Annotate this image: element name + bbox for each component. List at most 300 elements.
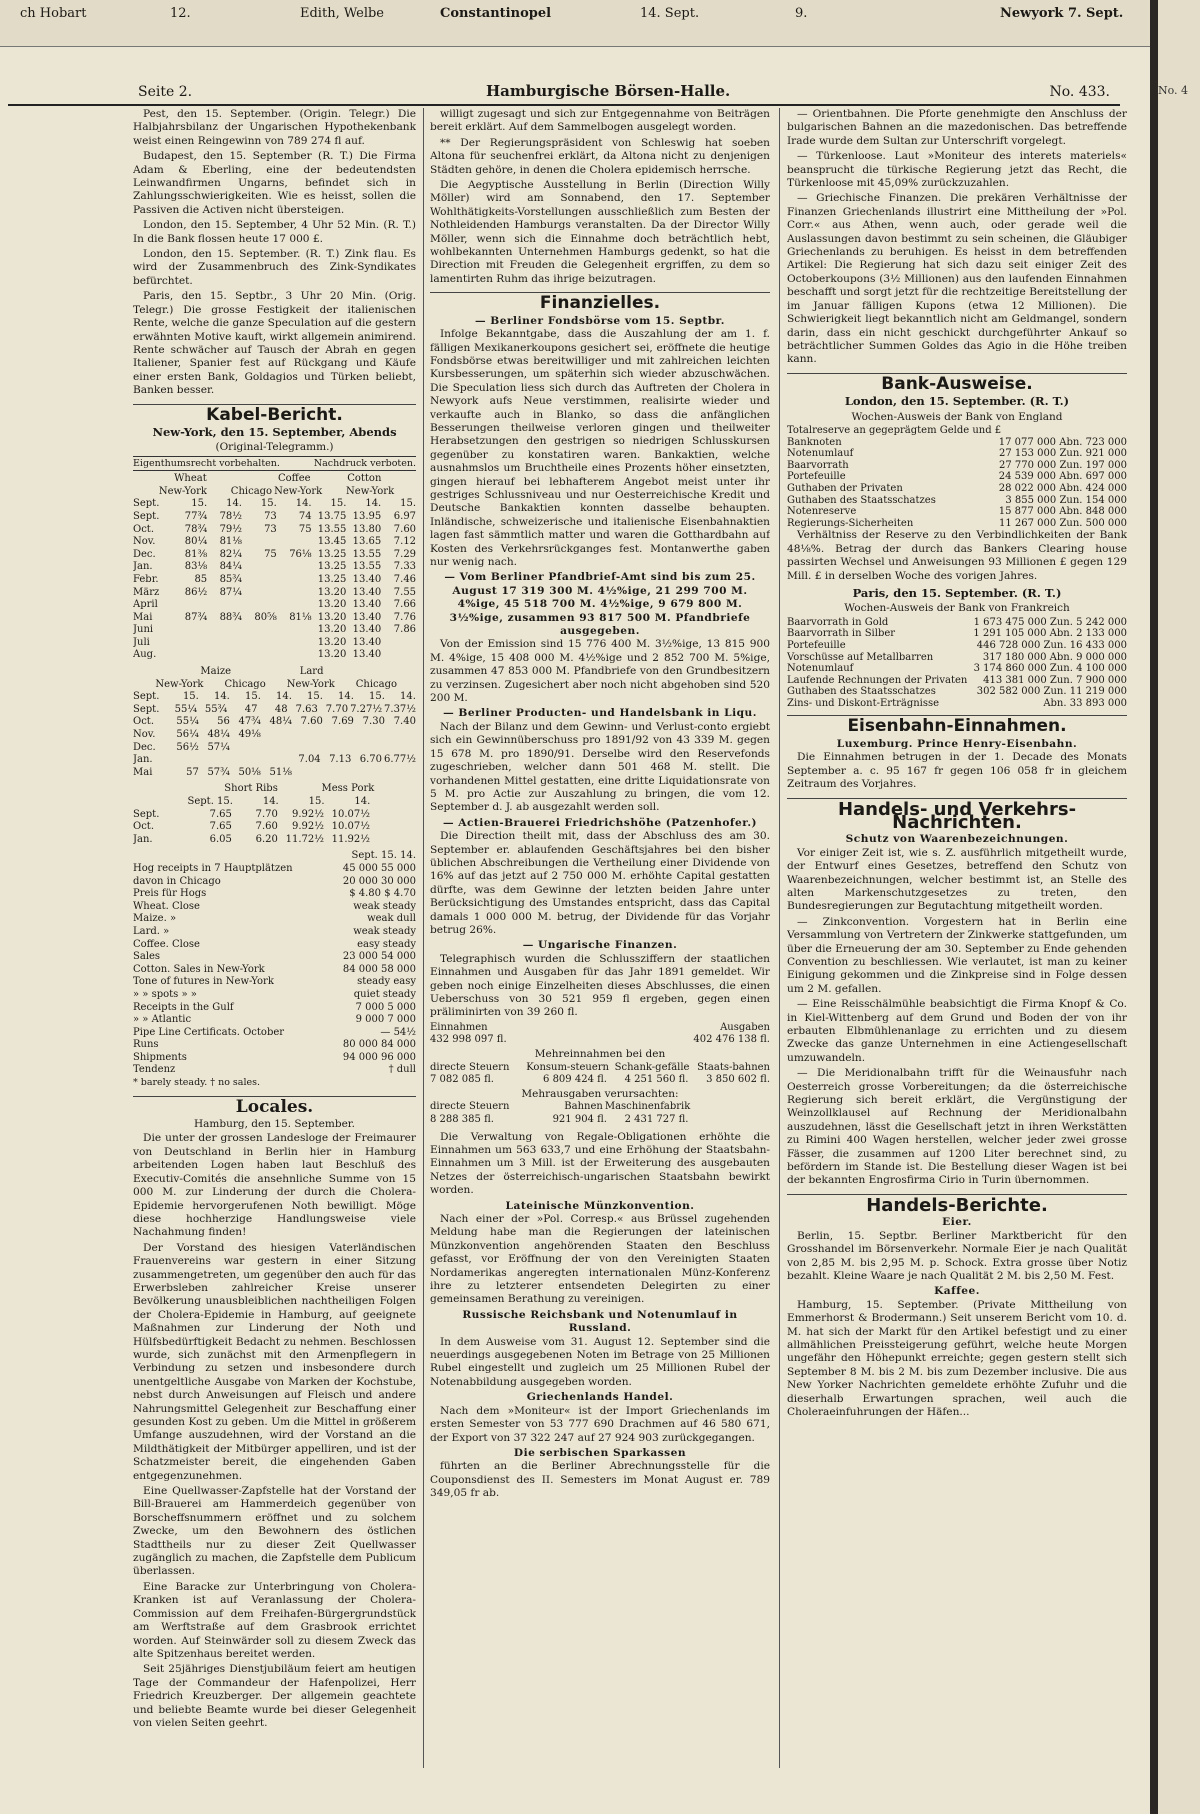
cell: Konsum-steuern [526, 1061, 609, 1073]
cell: 56 [217, 716, 230, 728]
table-row [133, 1039, 416, 1052]
header-maize: Maize [200, 666, 232, 678]
cell [244, 599, 277, 612]
table-row [787, 663, 1127, 675]
subheading: — Actien-Brauerei Friedrichshöhe (Patzenhofer.) [442, 816, 758, 829]
cell: 80¼ [184, 536, 208, 548]
label: Maize. » [133, 913, 177, 925]
cell: 7.86 [393, 624, 416, 636]
table-row [133, 989, 416, 1002]
cell [244, 637, 277, 650]
value: 24 539 000 Abn. 697 000 [998, 471, 1127, 483]
article-paragraph: — Orientbahnen. Die Pforte genehmigte den Anschluss der bulgarischen Bahnen an die mazedonischen. Das betreffende Irade wurde dem Sultan zur Unterschrift vorgelegt. [787, 108, 1127, 147]
article-paragraph: Die Direction theilt mit, dass der Abschluss des am 30. September er. ablaufenden Geschäftsjahres bei den bisher üblichen Abschreibungen die Vertheilung einer Dividende von 16% auf das jetzt auf 2 750 000 M. erhöhte Capital gestatten dürfte, was dem Gewinne der letzten beiden Jahre unter Berücksichtigung des Umstandes entspricht, dass das Capital damals 1 000 000 M. betrug, der Dividende für das Vorjahr betrug 26%. [430, 830, 770, 936]
value: 302 582 000 Zun. 11 219 000 [976, 686, 1127, 698]
cell: 11.92½ [331, 833, 370, 845]
cell: 7.33 [393, 561, 416, 573]
cell: 80⅝ [254, 611, 277, 623]
header-lard: Lard [299, 666, 324, 678]
cell: 47 [244, 703, 258, 715]
cell: Ausgaben [720, 1021, 770, 1033]
article-paragraph: führten an die Berliner Abrechnungsstelle für die Couponsdienst des II. Semesters im Monat August er. 789 349,05 fr ab. [430, 1460, 770, 1500]
table-row [133, 742, 416, 755]
article-paragraph: — Eine Reisschälmühle beabsichtigt die Firma Knopf & Co. in Kiel-Wittenberg auf dem Grund und Boden der von ihr erbauten Elbmühlenanlage zu errichten und zu diesem Zwecke das ganze Unternehmen in eine Actiengesellschaft umzuwandeln. [787, 998, 1127, 1064]
cell: 50⅛ [238, 766, 261, 778]
table-row [133, 876, 416, 889]
value: 3 855 000 Zun. 154 000 [1005, 494, 1127, 506]
telegram-paris: Paris, den 15. Septbr., 3 Uhr 20 Min. (Orig. Telegr.) Die grosse Festigkeit der italienischen Rente, welche die ganze Speculation auf die gestern erwähnten Motive kauft, wirkt allgemein animirend. Rente schwächer auf Tausch der Abrah en gegen Italiener, Spanier fest auf Rückgang und Käufe einer ersten Bank, Goldagios und Türken beliebt, Banken besser. [133, 290, 416, 397]
cell: 13.65 [352, 536, 382, 548]
article-paragraph: Verhältniss der Reserve zu den Verbindlichkeiten der Bank 48⅛%. Betrag der durch das Bankers Clearing house passirten Wechsel und Anweisungen 93 Millionen £ gegen 129 Mill. £ in derselben Woche des vorigen Jahres. [787, 529, 1127, 582]
table-row [133, 691, 416, 704]
cell [387, 729, 416, 742]
cell [279, 624, 312, 637]
cell: 14. [275, 691, 292, 703]
cell: 921 904 fl. [552, 1113, 607, 1125]
cell: 13.40 [352, 624, 382, 636]
cell: 13.20 [317, 624, 347, 636]
cell: 14. [213, 691, 230, 703]
cell [294, 729, 323, 742]
cell [279, 536, 312, 549]
cell: directe Steuern [430, 1101, 510, 1113]
cell: Juni [133, 624, 154, 636]
table-row [787, 425, 1127, 437]
label: Notenumlauf [787, 663, 854, 675]
table-row [430, 1074, 770, 1087]
header-cotton: Cotton [347, 473, 382, 485]
cell: 8 288 385 fl. [430, 1113, 494, 1125]
cell: 13.20 [317, 611, 347, 623]
table-row [787, 518, 1127, 530]
cell: 13.55 [352, 548, 382, 560]
cell: 13.40 [352, 599, 382, 611]
label: Notenumlauf [787, 448, 854, 460]
value: 446 728 000 Zun. 16 433 000 [976, 639, 1127, 651]
cell: 7 082 085 fl. [430, 1074, 494, 1086]
cell [263, 729, 292, 742]
cell [325, 742, 354, 755]
table-row [133, 599, 416, 612]
label: Hog receipts in 7 Hauptplätzen [133, 862, 293, 874]
cell [200, 754, 229, 767]
cell: 84¼ [219, 561, 242, 573]
label: Notenreserve [787, 506, 857, 518]
strip-text-4: Constantinopel [440, 6, 552, 21]
label: Baarvorrath in Silber [787, 628, 896, 640]
table-row [787, 448, 1127, 460]
cell: 7.46 [393, 573, 416, 585]
kabel-bericht-heading: Kabel-Bericht. [133, 404, 416, 422]
cell: 14. [365, 498, 382, 510]
column-2 [430, 108, 770, 1768]
table-row [133, 1002, 416, 1015]
value: 3 174 860 000 Zun. 4 100 000 [973, 663, 1127, 675]
subheading: — Berliner Fondsbörse vom 15. Septbr. [475, 314, 725, 327]
article-paragraph: Nach dem »Moniteur« ist der Import Griechenlands im ersten Semester von 53 777 690 Drachmen auf 46 580 671, der Export von 37 322 247 auf 27 924 903 zurückgegangen. [430, 1404, 770, 1444]
value: 80 000 84 000 [342, 1039, 416, 1051]
cell: 13.75 [317, 510, 347, 522]
cell: 6.97 [393, 510, 416, 522]
table-row [787, 698, 1127, 710]
table-row [133, 498, 416, 511]
kabel-source: (Original-Telegramm.) [215, 441, 334, 454]
cell [294, 767, 323, 780]
cell [244, 561, 277, 574]
label: Preis für Hogs [133, 888, 207, 900]
cell: 4 251 560 fl. [624, 1074, 689, 1086]
bank-subtitle-paris: Wochen-Ausweis der Bank von Frankreich [844, 602, 1070, 615]
cell: Sept. [133, 691, 160, 703]
cell: 77¾ [184, 510, 208, 522]
article-paragraph: — Griechische Finanzen. Die prekären Verhältnisse der Finanzen Griechenlands illustrirt eine Mittheilung der »Pol. Corr.« aus Athen, wenn auch, oder gerade weil die Auslassungen davon bestimmt zu sein scheinen, die Gläubiger Griechenlands zu beruhigen. Es heisst in dem betreffenden Artikel: Die Regierung hat sich dazu seit einiger Zeit des Octoberkoupons (3½ Millionen) aus den laufenden Einnahmen beschafft und sorgt jetzt für die rechtzeitige Bereitstellung der im Januar fälligen Kupons (etwa 12 Millionen). Die Schwierigkeit liegt bekanntlich nicht am Geldmangel, sondern darin, dass ein nicht geschickt durchgeführter Ankauf so beträchtlicher Summen Goldes das Agio in die Höhe treiben kann. [787, 192, 1127, 366]
cell: 9.92½ [291, 808, 324, 820]
cell [279, 637, 312, 650]
cell: 83⅛ [184, 561, 208, 573]
value: Sept. 15. 14. [351, 850, 416, 862]
table-row [133, 821, 416, 834]
cell: 7.12 [393, 536, 416, 548]
strip-text-5: 14. Sept. [640, 6, 700, 21]
table-header-row [133, 783, 416, 796]
cell: 48¼ [207, 729, 230, 741]
label: Portefeuille [787, 471, 846, 483]
cell: 81⅛ [219, 536, 242, 548]
eisenbahn-heading: Eisenbahn-Einnahmen. [787, 715, 1127, 733]
article-paragraph: Die Verwaltung von Regale-Obligationen erhöhte die Einnahmen um 563 633,7 und eine Erhöhung der Staatsbahn-Einnahmen um 3 Mill. ist der Erweiterung des ausgebauten Netzes der österreichisch-ungarischen Staatsbahn bewirkt worden. [430, 1130, 770, 1197]
cell: 76⅛ [289, 548, 312, 560]
cell: Einnahmen [430, 1021, 488, 1033]
article-paragraph: Nach der Bilanz und dem Gewinn- und Verlust-conto ergiebt sich ein Gewinnüberschuss pro 1891/92 von 43 339 M. gegen 15 678 M. pro 1890/91. Derselbe wird den Reservefonds zugeschrieben, welcher dann 501 468 M. stellt. Die vorhandenen Mittel gestatten, eine dritte Liquidationsrate von 5 M. pro Actie zur Auszahlung zu bringen, die vom 12. September d. J. ab ausgezahlt werden soll. [430, 720, 770, 814]
article-paragraph: Von der Emission sind 15 776 400 M. 3½%ige, 13 815 900 M. 4%ige, 15 408 000 M. 4½%ige und 2 852 700 M. 5%ige, zusammen 47 853 000 M. Pfandbriefe von den Grundbesitzern zu verzinsen. Zugesichert aber noch nicht abgehoben sind 520 200 M. [430, 638, 770, 705]
strip-text-6: 9. [795, 6, 808, 21]
cell: 15. [308, 796, 325, 807]
table-row [133, 767, 416, 780]
value: weak steady [353, 900, 416, 912]
column-3 [787, 108, 1127, 1768]
cell: 402 476 138 fl. [693, 1034, 770, 1046]
cell: Oct. [133, 716, 154, 728]
rights-left: Eigenthumsrecht vorbehalten. [133, 457, 280, 469]
cell: Oct. [133, 821, 154, 833]
cell: 6.05 [209, 833, 232, 845]
table-subheader-row [133, 679, 416, 692]
maize-lard-table [133, 666, 416, 779]
cell: 13.25 [317, 573, 347, 585]
label: » » spots » » [133, 988, 197, 1000]
cell: 15. [182, 691, 199, 703]
label: Baarvorrath in Gold [787, 616, 889, 628]
table-row [133, 850, 416, 863]
kabel-dateline: New-York, den 15. September, Abends [152, 424, 397, 439]
value: 27 153 000 Zun. 921 000 [999, 448, 1127, 460]
cell: Dec. [133, 741, 156, 753]
cell: 9.92½ [291, 821, 324, 833]
table-header-row [133, 473, 416, 486]
cell [325, 729, 354, 742]
article-paragraph: Die Einnahmen betrugen in der 1. Decade des Monats September a. c. 95 167 fr gegen 106 058 fr in gleichem Zeitraum des Vorjahres. [787, 751, 1127, 791]
cell: Jan. [133, 561, 153, 573]
value: quiet steady [353, 988, 416, 1000]
cell: 88¾ [219, 611, 242, 623]
cell: 74 [298, 510, 312, 522]
value: 27 770 000 Zun. 197 000 [999, 459, 1127, 471]
cell: 7.60 [300, 716, 323, 728]
cell: Dec. [133, 548, 156, 560]
value: steady easy [357, 976, 416, 988]
cell: 14. [262, 796, 279, 807]
kabel-rights [133, 456, 416, 471]
cell: 15. [191, 498, 208, 510]
cell: 82¼ [219, 548, 242, 560]
table-row [133, 964, 416, 977]
cell: 48 [274, 703, 288, 715]
table-row [133, 951, 416, 964]
cell: 13.20 [317, 599, 347, 611]
page-number: Seite 2. [138, 84, 193, 100]
cell: Mai [133, 766, 153, 778]
cell: 47¾ [238, 716, 261, 728]
cell: 15. [369, 691, 385, 703]
subheading: — Ungarische Finanzen. [522, 939, 678, 952]
cell: 432 998 097 fl. [430, 1034, 507, 1046]
cell: 73 [264, 510, 277, 522]
cell [387, 767, 416, 780]
table-row [133, 926, 416, 939]
subheading: — Vom Berliner Pfandbrief-Amt sind bis zum 25. August 17 319 300 M. 4½%ige, 21 299 700 M. 4%ige, 45 518 700 M. 4½%ige, 9 679 800 M. 3½%ige, zusammen 93 817 500 M. Pfandbriefe ausgegeben. [444, 571, 756, 638]
cell [279, 599, 312, 612]
label: Guthaben der Privaten [787, 482, 903, 494]
table-row [133, 1052, 416, 1065]
cell [356, 729, 385, 742]
cell [133, 796, 186, 809]
cell [383, 649, 416, 662]
subheading: Kaffee. [934, 1285, 980, 1298]
subheading: Russische Reichsbank und Notenumlauf in Russland. [462, 1308, 738, 1335]
label: Wheat. Close [133, 900, 200, 912]
cell: Aug. [133, 649, 157, 661]
column-1 [133, 108, 416, 1768]
bank-ausweise-heading: Bank-Ausweise. [787, 373, 1127, 391]
table-row [133, 587, 416, 600]
table-row [133, 863, 416, 876]
value: 413 381 000 Zun. 7 900 000 [983, 674, 1127, 686]
bank-of-england-table [787, 425, 1127, 529]
cell: 11.72½ [285, 833, 324, 845]
locales-heading: Locales. [133, 1096, 416, 1114]
cell: Bahnen [564, 1101, 603, 1113]
cell: 7.65 [209, 821, 232, 833]
subheading: Schutz von Waarenbezeichnungen. [845, 833, 1069, 846]
cell [387, 742, 416, 755]
cell: 14. [295, 498, 312, 510]
cell: Sept. [133, 510, 160, 522]
table-row [787, 686, 1127, 698]
table-row [787, 495, 1127, 507]
value: 28 022 000 Abn. 424 000 [998, 482, 1127, 494]
table-row [133, 549, 416, 562]
header-wheat: Wheat [174, 473, 207, 485]
value: 94 000 96 000 [342, 1051, 416, 1063]
value: 17 077 000 Abn. 723 000 [998, 436, 1127, 448]
article-paragraph: — Die Meridionalbahn trifft für die Weinausfuhr nach Oesterreich grosse Vorbereitungen; da die österreichische Regierung sich bereit erklärt, die Vergünstigung der Weinzollklausel auf Rechnung der Meridionalbahn auszudehnen, lässt die Gesellschaft jetzt in ihren Werkstätten zu Rimini 400 Wagen herstellen, welcher jeder zwei grosse Fässer, die zusammen auf 1200 Liter berechnet sind, zu befördern im Stande ist. Die Bestellung dieser Wagen ist bei der bekannten Engrosfirma Cirio in Turin übernommen. [787, 1067, 1127, 1187]
value: 7 000 5 000 [355, 1001, 416, 1013]
cell: Febr. [133, 573, 159, 585]
cell: 13.20 [317, 586, 347, 598]
cell: 56½ [176, 741, 199, 753]
table-row [787, 483, 1127, 495]
header-short-ribs: Short Ribs [224, 783, 278, 795]
value: 1 291 105 000 Abn. 2 133 000 [973, 628, 1127, 640]
table-row [133, 888, 416, 901]
label: Guthaben des Staatsschatzes [787, 494, 936, 506]
ribs-pork-table [133, 783, 416, 846]
subheading: — Berliner Producten- und Handelsbank in Liqu. [443, 707, 757, 720]
cell [174, 624, 207, 637]
sub: Chicago [224, 678, 266, 690]
cell: 7.04 [298, 754, 321, 766]
cell: Nov. [133, 729, 156, 741]
article-paragraph: Infolge Bekanntgabe, dass die Auszahlung der am 1. f. fälligen Mexikanerkoupons gesichert sei, eröffnete die heutige Fondsbörse etwas bereitwilliger und mit zahlreichen leichten Kursbesserungen, um späterhin sich wieder abzuschwächen. Die Speculation liess sich durch das Auftreten der Cholera in Newyork aufs Neue verstimmen, realisirte wieder und verkaufte auch in Blanko, so dass die anfänglichen Besserungen theilweise verloren gingen und theilweiter Herabsetzungen den gestrigen so niedrigen Schlusskursen gegenüber zu konstatiren waren. Bankaktien, welche ausnahmslos um Bruchtheile eines Prozents höher einsetzten, gingen hierauf bei lebhafterem Angebot meist unter ihr gestriges Schlussniveau und nur Oesterreichische Kredit und Deutsche Bankaktien konnten dasselbe behaupten. Inländische, schweizerische und italienische Eisenbahnaktien lagen fast sämmtlich matter und waren die Gotthardbahn auf Kosten des Verkehrsrückganges fest. Montanwerthe gaben nur wenig nach. [430, 328, 770, 568]
finanzielles-heading: Finanzielles. [430, 292, 770, 310]
cell: 6.20 [255, 833, 278, 845]
table-row [133, 716, 416, 729]
label: Guthaben des Staatsschatzes [787, 686, 936, 698]
strip-text-2: 12. [170, 6, 191, 21]
article-paragraph: Vor einiger Zeit ist, wie s. Z. ausführlich mitgetheilt wurde, der Entwurf eines Gesetzes, betreffend den Schutz von Waarenbezeichnungen, welcher bestimmt ist, an Stelle des alten Markenschutzgesetzes zu treten, den Bundesregierungen zur Begutachtung mitgetheilt worden. [787, 846, 1127, 913]
cell [169, 754, 198, 767]
cell [209, 649, 242, 662]
cell: April [133, 599, 158, 611]
subheading: Griechenlands Handel. [526, 1391, 674, 1404]
column-rule [779, 108, 780, 1768]
cell: 2 431 727 fl. [624, 1113, 689, 1125]
cell: 7.66 [393, 599, 416, 611]
cell: 13.40 [352, 649, 382, 661]
table-row [133, 624, 416, 637]
table-row [133, 901, 416, 914]
cell: 3 850 602 fl. [706, 1074, 770, 1086]
sub-newyork-2: New-York [274, 485, 323, 497]
table-row [133, 729, 416, 742]
rights-right: Nachdruck verboten. [313, 457, 416, 469]
table-row [787, 628, 1127, 640]
article-paragraph: Nach einer der »Pol. Corresp.« aus Brüssel zugehenden Meldung habe man die Regierungen der lateinischen Münzkonvention angehörenden Staaten den Beschluss gefasst, vor Eröffnung der von den Vereinigten Staaten Nordamerikas angeregten internationalen Münz-Konferenz ihre zu letzterer entsendeten Delegirten zu einer gemeinsamen Berathung zu vereinigen. [430, 1213, 770, 1306]
table-row [133, 976, 416, 989]
cell: 7.13 [329, 754, 352, 766]
cell: 14. [354, 796, 371, 807]
footnote: * barely steady. † no sales. [133, 1077, 261, 1089]
cell: Jan. [133, 754, 153, 766]
subheading: Lateinische Münzkonvention. [505, 1199, 695, 1212]
bank-dateline-paris: Paris, den 15. September. (R. T.) [852, 585, 1062, 600]
cell: 7.63 [295, 703, 318, 715]
article-paragraph: Eine Quellwasser-Zapfstelle hat der Vorstand der Bill-Brauerei am Hammerdeich gegenüber von Borscheffsnummern eröffnet und zu solchem Zwecke, um den Bewohnern des östlichen Stadttheils nur zu dieser Zeit Quellwasser zugänglich zu machen, die Zapfstelle dem Publicum überlassen. [133, 1485, 416, 1578]
table-row [133, 612, 416, 625]
cell: 7.69 [331, 716, 354, 728]
cell: 75 [298, 523, 312, 535]
cell: 57¼ [207, 741, 230, 753]
cell [356, 742, 385, 755]
label: Tendenz [133, 1064, 176, 1076]
cell [279, 587, 312, 600]
value: weak dull [367, 913, 416, 925]
cell: 14. [338, 691, 354, 703]
cell: 15. [400, 498, 416, 510]
sub-newyork-3: New-York [346, 485, 395, 497]
table-row [430, 1022, 770, 1035]
subheading: Luxemburg. Prince Henry-Eisenbahn. [836, 737, 1078, 750]
table-row [787, 640, 1127, 652]
bank-of-france-table [787, 617, 1127, 710]
label: Shipments [133, 1051, 187, 1063]
cell: 13.55 [317, 523, 347, 535]
handels-verkehrs-heading: Handels- und Verkehrs-Nachrichten. [787, 798, 1127, 830]
cell: 13.80 [352, 523, 382, 535]
table-row [787, 460, 1127, 472]
cell: 86½ [184, 586, 208, 598]
cell: 13.45 [317, 536, 347, 548]
article-paragraph: Seit 25jähriges Dienstjubiläum feiert am heutigen Tage der Commandeur der Hafenpolizei, Herr Friedrich Kreuzberger. Der allgemein geachtete und beliebte Beamte wurde bei dieser Gelegenheit von vielen Seiten geehrt. [133, 1663, 416, 1729]
article-paragraph: Telegraphisch wurden die Schlussziffern der staatlichen Einnahmen und Ausgaben für das Jahr 1891 gemeldet. Wir geben noch einige Einzelheiten dieses Abschlusses, die einen Ueberschuss von 30 521 959 fl ergeben, gegen einen präliminirten von 39 260 fl. [430, 952, 770, 1019]
label: » » Atlantic [133, 1014, 192, 1026]
cell: 7.27½ [350, 703, 383, 715]
cell [261, 754, 290, 767]
cell: 78½ [219, 510, 242, 522]
cell: 55¼ [176, 716, 199, 728]
label: Vorschüsse auf Metallbarren [787, 651, 934, 663]
column-rule [423, 108, 424, 1768]
next-page-number: No. 4 [1158, 84, 1189, 97]
value: 45 000 55 000 [342, 862, 416, 874]
cell [690, 1114, 770, 1127]
cell: 7.65 [209, 808, 232, 820]
cell [325, 767, 354, 780]
cell: Sept. [133, 703, 160, 715]
cell: 15. [330, 498, 347, 510]
cell: 7.60 [255, 821, 278, 833]
label: Portefeuille [787, 639, 846, 651]
table-subheader-row [133, 486, 416, 499]
table-row [133, 704, 416, 717]
cell: 48¼ [269, 716, 292, 728]
label: Regierungs-Sicherheiten [787, 517, 914, 529]
cell [174, 649, 207, 662]
sub-chicago: Chicago [230, 485, 273, 497]
sub: New-York [286, 678, 335, 690]
handels-berichte-heading: Handels-Berichte. [787, 1194, 1127, 1212]
table-row [133, 754, 416, 767]
cell: 13.20 [317, 649, 347, 661]
value: 1 673 475 000 Zun. 5 242 000 [973, 616, 1127, 628]
cell: directe Steuern [430, 1061, 510, 1073]
strip-text-3: Edith, Welbe [300, 6, 384, 21]
cell: 6.70 [359, 754, 382, 766]
cell: 13.40 [352, 573, 382, 585]
value: easy steady [357, 938, 416, 950]
bank-dateline-london: London, den 15. September. (R. T.) [844, 394, 1070, 409]
value: — 54½ [380, 1026, 416, 1038]
value: weak steady [353, 925, 416, 937]
budget-table [430, 1022, 770, 1127]
table-row [133, 561, 416, 574]
value: 84 000 58 000 [342, 963, 416, 975]
cell: Mai [133, 611, 153, 623]
table-row [133, 574, 416, 587]
previous-page-strip [0, 0, 1150, 47]
article-paragraph: In dem Ausweise vom 31. August 12. September sind die neuerdings ausgegebenen Noten im Betrage von 25 Millionen Rubel eingestellt und zugleich um 25 Millionen Rubel der Notenabbildung ausgegeben worden. [430, 1335, 770, 1388]
cell [383, 637, 416, 650]
